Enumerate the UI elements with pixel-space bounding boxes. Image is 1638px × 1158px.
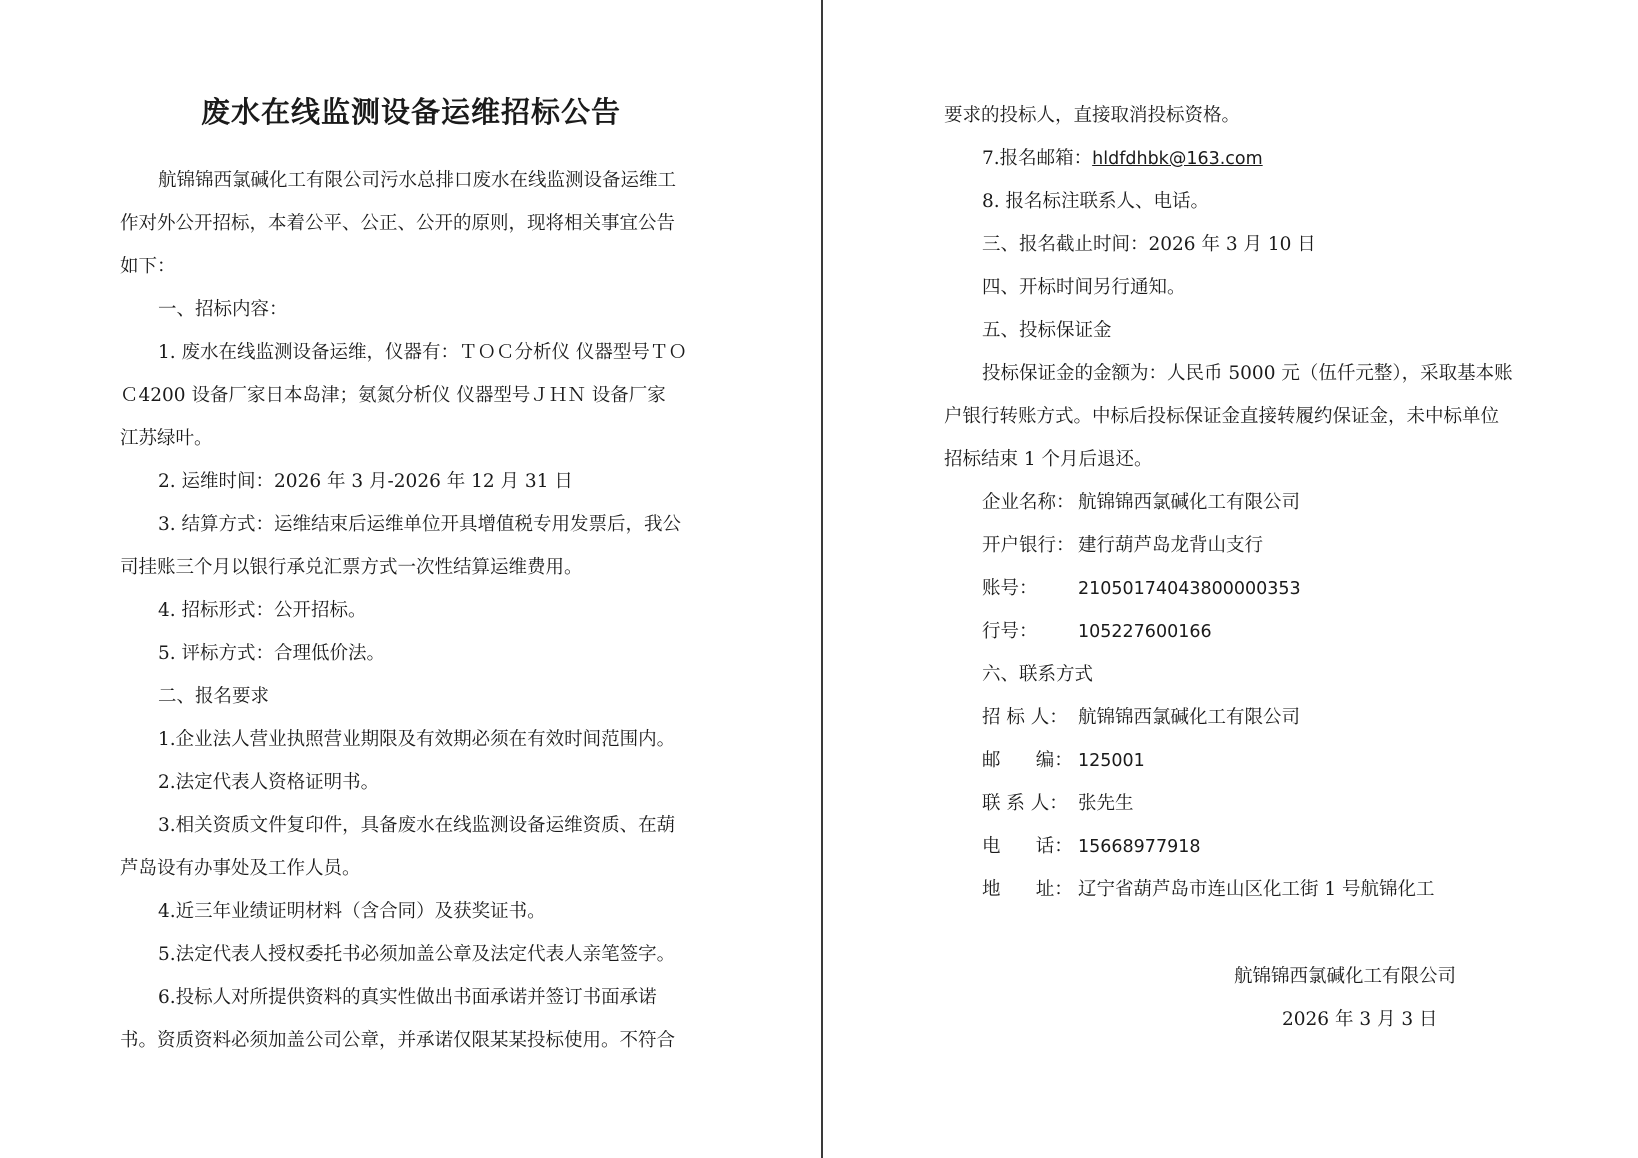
deposit-line-1: 投标保证金的金额为：人民币 5000 元（伍仟元整），采取基本账 <box>982 363 1513 384</box>
contact-postcode-label: 邮 编： <box>982 750 1073 771</box>
bank-code-value: 105227600166 <box>1078 622 1212 642</box>
requirement-6-line-2: 书。资质资料必须加盖公司公章，并承诺仅限某某投标使用。不符合 <box>120 1030 676 1051</box>
bank-name-label: 开户银行： <box>982 535 1075 556</box>
bank-account-row <box>982 580 1301 599</box>
contact-address-row <box>982 881 1435 900</box>
contact-tenderer-row <box>982 709 1300 728</box>
bank-account-label: 账号： <box>982 578 1038 599</box>
requirement-7-label: 7.报名邮箱： <box>982 148 1093 169</box>
contact-phone-label: 电 话： <box>982 836 1073 857</box>
item-1-4: 4. 招标形式：公开招标。 <box>158 600 367 621</box>
contact-postcode-row <box>982 752 1145 771</box>
intro-line-1: 航锦锦西氯碱化工有限公司污水总排口废水在线监测设备运维工 <box>158 170 677 191</box>
signature-date: 2026 年 3 月 3 日 <box>1282 1009 1438 1030</box>
contact-phone-row <box>982 838 1200 857</box>
bank-account-value: 21050174043800000353 <box>1078 579 1301 599</box>
contact-address-label: 地 址： <box>982 879 1073 900</box>
contact-phone-value: 15668977918 <box>1078 837 1201 857</box>
requirement-6-line-3: 要求的投标人，直接取消投标资格。 <box>944 105 1241 126</box>
contact-tenderer-label: 招 标 人： <box>982 707 1068 728</box>
bank-company-row <box>982 494 1300 513</box>
section-5-heading: 五、投标保证金 <box>982 320 1112 341</box>
deposit-line-3: 招标结束 1 个月后退还。 <box>944 449 1153 470</box>
section-2-heading: 二、报名要求 <box>158 686 270 707</box>
section-3-heading: 三、报名截止时间：2026 年 3 月 10 日 <box>982 234 1316 255</box>
requirement-3-line-2: 芦岛设有办事处及工作人员。 <box>120 858 361 879</box>
bank-code-row <box>982 623 1212 642</box>
page-divider <box>821 0 823 1158</box>
item-1-3-line-2: 司挂账三个月以银行承兑汇票方式一次性结算运维费用。 <box>120 557 583 578</box>
section-6-heading: 六、联系方式 <box>982 664 1094 685</box>
requirement-1: 1.企业法人营业执照营业期限及有效期必须在有效时间范围内。 <box>158 729 676 750</box>
document-title: 废水在线监测设备运维招标公告 <box>200 95 621 129</box>
bank-name-row <box>982 537 1263 556</box>
requirement-5: 5.法定代表人授权委托书必须加盖公章及法定代表人亲笔签字。 <box>158 944 676 965</box>
item-1-1-line-2: Ｃ4200 设备厂家日本岛津；氨氮分析仪 仪器型号ＪＨＮ 设备厂家 <box>120 385 666 406</box>
section-1-heading: 一、招标内容： <box>158 299 288 320</box>
requirement-3-line-1: 3.相关资质文件复印件，具备废水在线监测设备运维资质、在葫 <box>158 815 676 836</box>
item-1-1-line-3: 江苏绿叶。 <box>120 428 213 449</box>
intro-line-2: 作对外公开招标，本着公平、公正、公开的原则，现将相关事宜公告 <box>120 213 676 234</box>
deposit-line-2: 户银行转账方式。中标后投标保证金直接转履约保证金，未中标单位 <box>944 406 1500 427</box>
requirement-6-line-1: 6.投标人对所提供资料的真实性做出书面承诺并签订书面承诺 <box>158 987 657 1008</box>
requirement-2: 2.法定代表人资格证明书。 <box>158 772 380 793</box>
contact-address-value: 辽宁省葫芦岛市连山区化工街 1 号航锦化工 <box>1078 879 1435 900</box>
bank-code-label: 行号： <box>982 621 1038 642</box>
bank-company-label: 企业名称： <box>982 492 1075 513</box>
requirement-8: 8. 报名标注联系人、电话。 <box>982 191 1210 212</box>
item-1-1-line-1: 1. 废水在线监测设备运维，仪器有：ＴＯＣ分析仪 仪器型号ＴＯ <box>158 342 687 363</box>
bank-company-value: 航锦锦西氯碱化工有限公司 <box>1078 492 1301 513</box>
right-page <box>824 0 1638 1158</box>
contact-postcode-value: 125001 <box>1078 751 1145 771</box>
contact-person-row <box>982 795 1134 814</box>
signature-company: 航锦锦西氯碱化工有限公司 <box>1234 966 1457 987</box>
item-1-2: 2. 运维时间：2026 年 3 月-2026 年 12 月 31 日 <box>158 471 573 492</box>
intro-line-3: 如下： <box>120 256 176 277</box>
requirement-4: 4.近三年业绩证明材料（含合同）及获奖证书。 <box>158 901 546 922</box>
requirement-7 <box>982 150 1263 169</box>
section-4-heading: 四、开标时间另行通知。 <box>982 277 1186 298</box>
contact-person-value: 张先生 <box>1078 793 1134 814</box>
item-1-5: 5. 评标方式：合理低价法。 <box>158 643 386 664</box>
contact-tenderer-value: 航锦锦西氯碱化工有限公司 <box>1078 707 1301 728</box>
item-1-3-line-1: 3. 结算方式：运维结束后运维单位开具增值税专用发票后，我公 <box>158 514 682 535</box>
signup-email-link[interactable]: hldfdhbk@163.com <box>1092 149 1263 169</box>
bank-name-value: 建行葫芦岛龙背山支行 <box>1078 535 1264 556</box>
contact-person-label: 联 系 人： <box>982 793 1068 814</box>
